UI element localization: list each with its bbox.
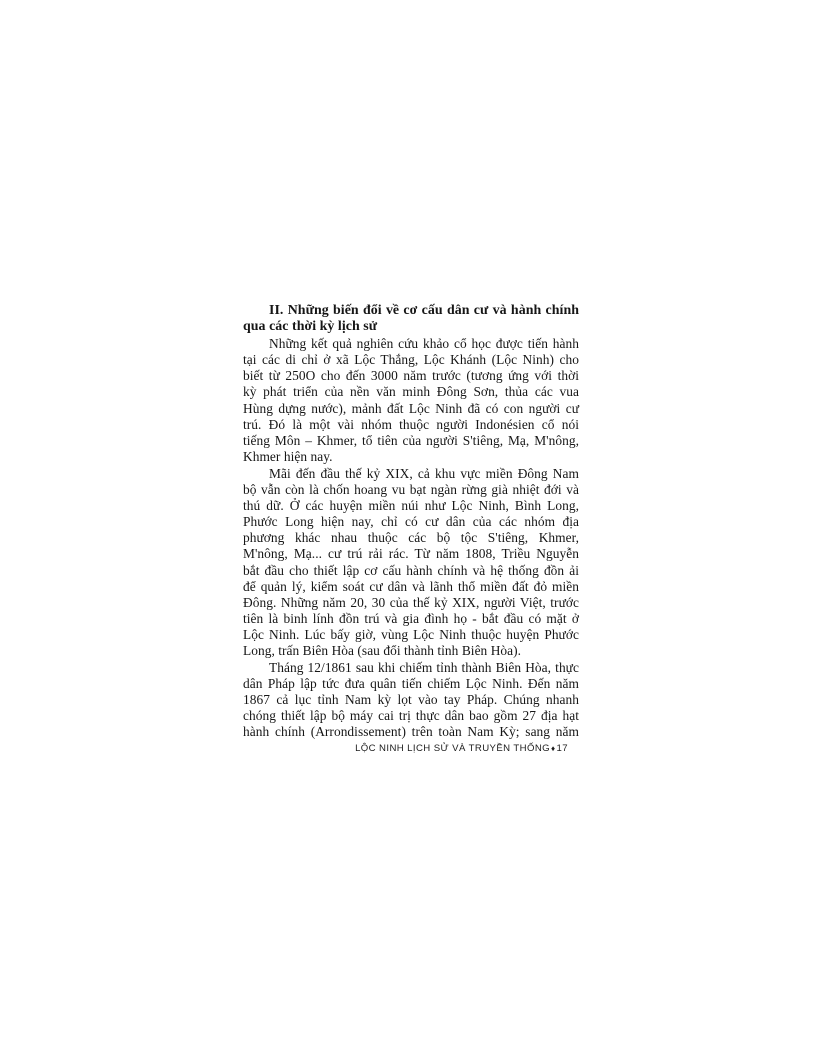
text-line: dân Pháp lập tức đưa quân tiến chiếm Lộc Ninh. Đến năm — [243, 676, 579, 692]
text-line: Đông. Những năm 20, 30 của thế kỷ XIX, người Việt, trước — [243, 594, 579, 610]
text-line: bắt đầu cho thiết lập cơ cấu hành chính và hệ thống đồn ải — [243, 562, 579, 578]
heading-line: II. Những biến đổi về cơ cấu dân cư và hành chính — [269, 303, 579, 318]
text-line: 1867 cả lục tỉnh Nam kỳ lọt vào tay Pháp. Chúng nhanh — [243, 692, 579, 708]
footer-separator-icon: ♦ — [551, 744, 556, 753]
section-heading — [243, 303, 579, 335]
text-line: tiếng Môn – Khmer, tổ tiên của người S'tiêng, Mạ, M'nông, — [243, 432, 579, 448]
text-line: phương khác nhau thuộc các bộ tộc S'tiêng, Khmer, — [243, 530, 579, 546]
text-line: biết từ 250O cho đến 3000 năm trước (tương ứng với thời — [243, 368, 579, 384]
text-line: để quản lý, kiểm soát cư dân và lãnh thổ miền đất đỏ miền — [243, 578, 579, 594]
text-line: hành chính (Arrondissement) trên toàn Nam Kỳ; sang năm — [243, 724, 579, 740]
paragraph-archaeology — [243, 336, 579, 465]
text-line: kỳ phát triển của nền văn minh Đông Sơn, thủa các vua — [243, 384, 579, 400]
text-line: tiên là binh lính đồn trú và gia đình họ - bắt đầu có mặt ở — [243, 610, 579, 626]
paragraph-french-occupation — [243, 660, 579, 740]
text-line: M'nông, Mạ... cư trú rải rác. Từ năm 1808, Triều Nguyễn — [243, 546, 579, 562]
text-line: tại các di chỉ ở xã Lộc Thắng, Lộc Khánh (Lộc Ninh) cho — [243, 352, 579, 368]
text-line: chóng thiết lập bộ máy cai trị thực dân bao gồm 27 địa hạt — [243, 708, 579, 724]
footer-page-number: 17 — [556, 743, 568, 754]
text-line: Những kết quả nghiên cứu khảo cổ học được tiến hành — [269, 336, 579, 352]
running-footer — [243, 743, 568, 754]
text-line: Khmer hiện nay. — [243, 448, 333, 464]
text-line: Lộc Ninh. Lúc bấy giờ, vùng Lộc Ninh thuộc huyện Phước — [243, 626, 579, 642]
text-line: bộ vẫn còn là chốn hoang vu bạt ngàn rừng già nhiệt đới và — [243, 482, 579, 498]
text-line: thú dữ. Ở các huyện miền núi như Lộc Ninh, Bình Long, — [243, 498, 579, 514]
footer-book-title: LỘC NINH LỊCH SỬ VÀ TRUYỀN THỐNG — [355, 743, 551, 754]
text-line: Mãi đến đầu thế kỷ XIX, cả khu vực miền Đông Nam — [269, 465, 579, 481]
text-line: trú. Đó là một vài nhóm thuộc người Indonésien cổ nói — [243, 416, 579, 432]
text-line: Phước Long hiện nay, chỉ có cư dân của các nhóm địa — [243, 514, 579, 530]
text-line: Long, trấn Biên Hòa (sau đổi thành tỉnh Biên Hòa). — [243, 642, 522, 658]
text-block — [243, 303, 579, 741]
text-line: Hùng dựng nước), mảnh đất Lộc Ninh đã có con người cư — [243, 400, 579, 416]
paragraph-19th-century — [243, 466, 579, 659]
text-line: Tháng 12/1861 sau khi chiếm tỉnh thành Biên Hòa, thực — [269, 660, 579, 676]
heading-line: qua các thời kỳ lịch sử — [243, 319, 378, 335]
